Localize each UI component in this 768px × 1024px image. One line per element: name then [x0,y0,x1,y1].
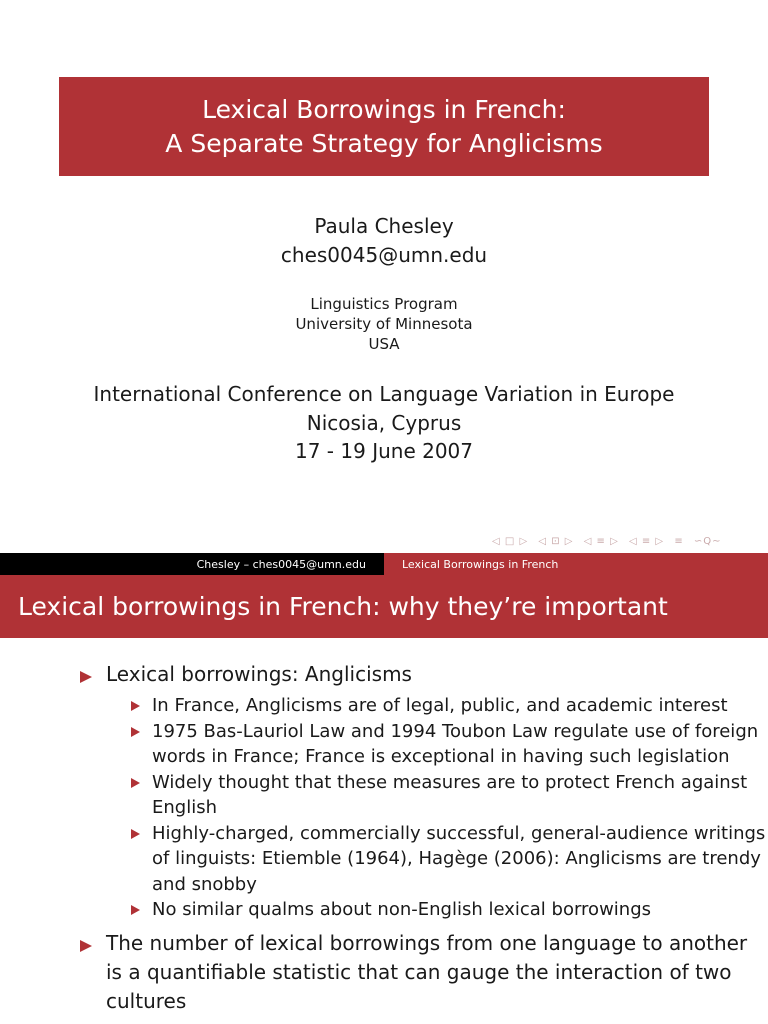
bullet-item [0,660,768,689]
slide-footer [0,553,768,575]
sub-bullet-list [0,693,768,923]
sub-list-wrapper [0,693,768,923]
nav-subsection-icon[interactable]: ◁ ⊡ ▷ [538,536,574,547]
footer-author: Chesley – ches0045@umn.edu [0,553,384,575]
title-line-2: A Separate Strategy for Anglicisms [165,128,603,158]
bullet-text: The number of lexical borrowings from one language to another is a quantifiable statistic that can gauge the interaction of two cultures [106,930,748,1013]
nav-frame-icon[interactable]: ◁ □ ▷ [492,536,529,547]
sub-bullet-item: No similar qualms about non-English lexical borrowings [106,897,768,923]
nav-toc-icon[interactable]: ≡ [674,536,684,547]
title-box [59,77,709,176]
footer-title: Lexical Borrowings in French [384,553,768,575]
author-name: Paula Chesley [314,214,454,238]
affiliation-block [0,294,768,354]
conference-location: Nicosia, Cyprus [306,410,462,435]
affiliation-line: Linguistics Program [310,295,458,313]
nav-search-icon[interactable]: ∽Q∼ [693,536,722,547]
sub-bullet-item: Highly-charged, commercially successful, general-audience writings of linguists: Etiemble (1964), Hagège (2006): Anglicisms are trendy and snobby [106,821,768,898]
affiliation-line: University of Minnesota [295,315,473,333]
bullet-item [0,929,768,1016]
conference-name: International Conference on Language Variation in Europe [93,382,675,406]
conference-date: 17 - 19 June 2007 [295,439,473,463]
conference-block [0,380,768,466]
nav-section-icon[interactable]: ◁ ≡ ▷ [583,536,619,547]
author-block [0,212,768,270]
author-email: ches0045@umn.edu [280,243,488,267]
affiliation-line: USA [368,335,400,353]
slide-content [0,660,768,1016]
sub-bullet-item: 1975 Bas-Lauriol Law and 1994 Toubon Law regulate use of foreign words in France; France is exceptional in having such legislation [106,719,768,770]
bullet-text: Lexical borrowings: Anglicisms [106,662,412,686]
sub-bullet-item: Widely thought that these measures are to protect French against English [106,770,768,821]
beamer-navigation[interactable] [492,536,728,547]
frame-title: Lexical borrowings in French: why they’re important [0,575,768,638]
title-line-1: Lexical Borrowings in French: [202,94,566,124]
sub-bullet-item: In France, Anglicisms are of legal, public, and academic interest [106,693,768,719]
nav-document-icon[interactable]: ◁ ≡ ▷ [629,536,665,547]
bullet-list [0,660,768,1016]
